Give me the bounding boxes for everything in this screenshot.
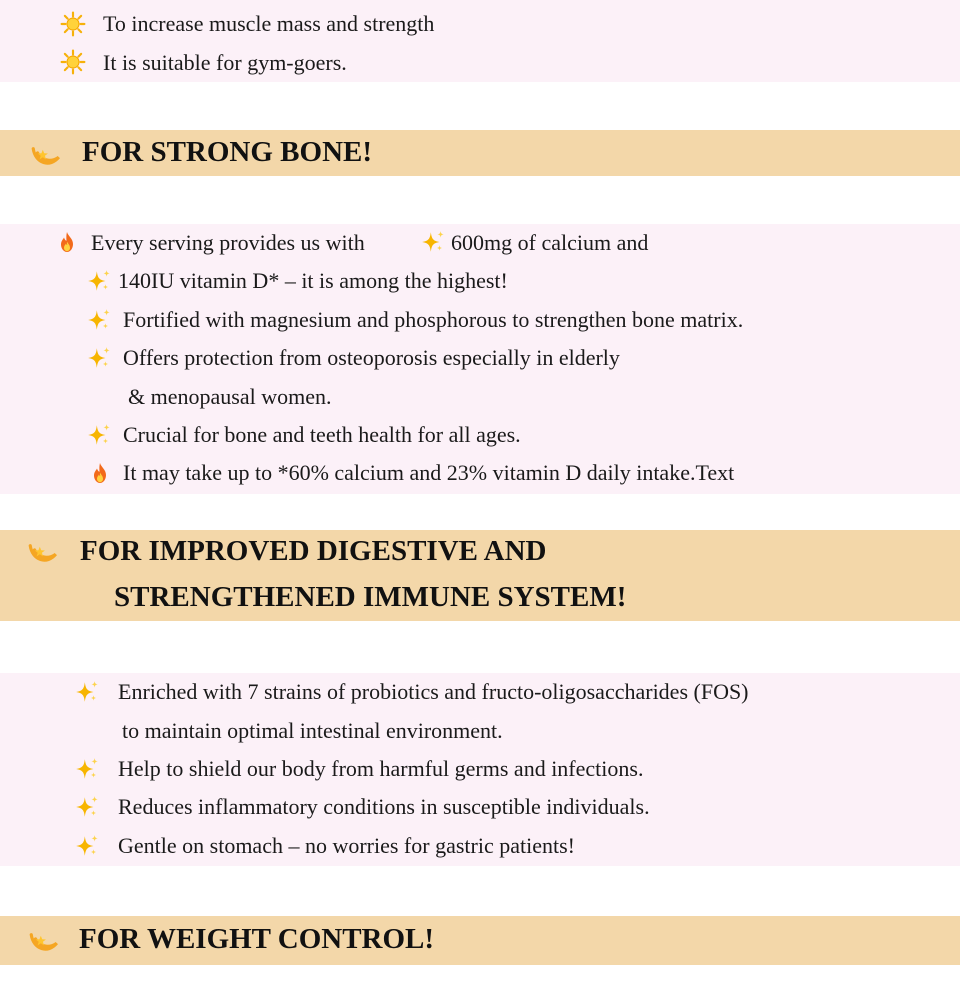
- digestive-heading-line-2: STRENGTHENED IMMUNE SYSTEM!: [114, 581, 627, 613]
- sparkles-icon: [86, 268, 112, 294]
- sparkles-icon: [420, 229, 446, 255]
- digestive-line-1: Enriched with 7 strains of probiotics and fructo-oligosaccharides (FOS): [118, 679, 749, 704]
- bone-line-4-continued: & menopausal women.: [128, 384, 332, 409]
- digestive-line-4: Gentle on stomach – no worries for gastric patients!: [118, 833, 575, 858]
- muscle-item-2: It is suitable for gym-goers.: [103, 50, 347, 75]
- sun-icon: [60, 49, 86, 75]
- bone-heading: FOR STRONG BONE!: [82, 136, 373, 168]
- digestive-heading-line-1: FOR IMPROVED DIGESTIVE AND: [80, 535, 547, 567]
- bone-line-5: Crucial for bone and teeth health for all ages.: [123, 422, 521, 447]
- bone-line-2: 140IU vitamin D* – it is among the highest!: [118, 268, 508, 293]
- muscle-item-1: To increase muscle mass and strength: [103, 11, 435, 36]
- digestive-line-3: Reduces inflammatory conditions in susceptible individuals.: [118, 794, 650, 819]
- digestive-line-1-continued: to maintain optimal intestinal environment.: [122, 718, 503, 743]
- bone-line-1-continued: 600mg of calcium and: [451, 230, 649, 255]
- fire-icon: [55, 230, 79, 254]
- sparkles-icon: [86, 345, 112, 371]
- sparkles-icon: [74, 756, 100, 782]
- sparkles-icon: [74, 833, 100, 859]
- sun-icon: [60, 11, 86, 37]
- dizzy-star-icon: [29, 137, 63, 171]
- bone-line-3: Fortified with magnesium and phosphorous to strengthen bone matrix.: [123, 307, 744, 332]
- bone-line-4: Offers protection from osteoporosis especially in elderly: [123, 345, 620, 370]
- sparkles-icon: [86, 422, 112, 448]
- weight-heading: FOR WEIGHT CONTROL!: [79, 923, 435, 955]
- sparkles-icon: [86, 307, 112, 333]
- fire-icon: [88, 461, 112, 485]
- sparkles-icon: [74, 794, 100, 820]
- dizzy-star-icon: [27, 923, 61, 957]
- bone-line-1: Every serving provides us with: [91, 230, 365, 255]
- sparkles-icon: [74, 679, 100, 705]
- dizzy-star-icon: [26, 534, 60, 568]
- digestive-line-2: Help to shield our body from harmful germs and infections.: [118, 756, 644, 781]
- bone-line-6: It may take up to *60% calcium and 23% vitamin D daily intake.Text: [123, 460, 735, 485]
